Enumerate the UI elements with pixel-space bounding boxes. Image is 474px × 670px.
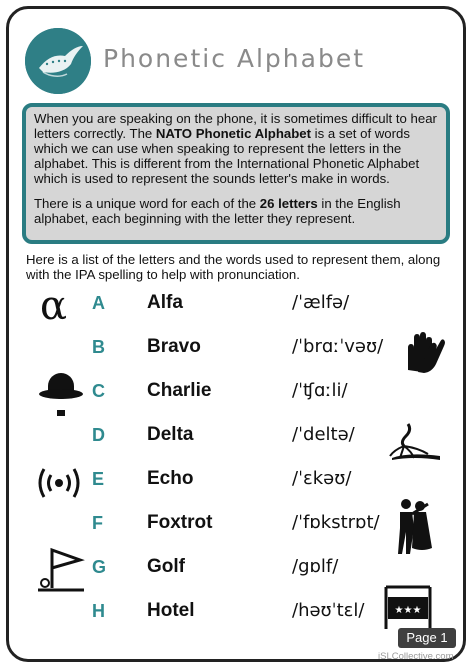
intro-paragraph-2: There is a unique word for each of the 26 letters in the English alphabet, each beginning with the letter they represent. bbox=[34, 196, 401, 226]
code-word: Charlie bbox=[147, 380, 212, 401]
code-word: Foxtrot bbox=[147, 512, 213, 533]
ipa-spelling: /ˈbrɑːˈvəʊ/ bbox=[292, 336, 384, 357]
golf-flag-icon bbox=[36, 546, 86, 594]
bowler-hat-icon bbox=[38, 366, 84, 418]
page-title: Phonetic Alphabet bbox=[103, 44, 366, 73]
svg-text:★★★: ★★★ bbox=[394, 605, 422, 616]
letter: C bbox=[92, 381, 105, 401]
ipa-spelling: /ˈfɒkstrɒt/ bbox=[292, 512, 380, 533]
alpha-icon bbox=[38, 286, 80, 326]
intro-box bbox=[22, 103, 450, 244]
river-delta-icon bbox=[388, 422, 442, 462]
ipa-spelling: /həʊˈtɛl/ bbox=[292, 600, 365, 621]
signal-waves-icon bbox=[34, 465, 84, 501]
dancing-couple-icon bbox=[392, 498, 434, 556]
site-credit: iSLCollective.com bbox=[378, 651, 454, 662]
ipa-spelling: /ˈʧɑːli/ bbox=[292, 380, 348, 401]
intro-paragraph-1: When you are speaking on the phone, it is sometimes difficult to hear letters correctly. The NATO Phonetic Alphabet is a set of words which we can use when speaking to represent the letters in the alphabet. This is different from the International Phonetic Alphabet which is used to represent the sounds letter's make in words. bbox=[34, 111, 437, 186]
code-word: Hotel bbox=[147, 600, 195, 621]
ipa-spelling: /ˈdeltə/ bbox=[292, 424, 355, 445]
letter: F bbox=[92, 513, 103, 533]
letter: B bbox=[92, 337, 105, 357]
letter: G bbox=[92, 557, 107, 577]
letter: E bbox=[92, 469, 105, 489]
lead-text: Here is a list of the letters and the words used to represent them, along with the IPA spelling to help with pronunciation. bbox=[26, 252, 441, 282]
code-word: Delta bbox=[147, 424, 194, 445]
page-number-badge: Page 1 bbox=[398, 628, 456, 648]
code-word: Golf bbox=[147, 556, 185, 577]
letter: D bbox=[92, 425, 105, 445]
hotel-sign-icon bbox=[382, 585, 434, 629]
code-word: Bravo bbox=[147, 336, 201, 357]
ipa-spelling: /gɒlf/ bbox=[292, 556, 339, 577]
ipa-spelling: /ˈælfə/ bbox=[292, 292, 350, 313]
clapping-hands-icon bbox=[400, 330, 446, 374]
letter: A bbox=[92, 293, 105, 313]
ipa-spelling: /ˈɛkəʊ/ bbox=[292, 468, 352, 489]
letter: H bbox=[92, 601, 105, 621]
code-word: Alfa bbox=[147, 292, 183, 313]
code-word: Echo bbox=[147, 468, 194, 489]
bird-logo-icon bbox=[25, 28, 91, 94]
svg-text:α: α bbox=[40, 286, 68, 326]
